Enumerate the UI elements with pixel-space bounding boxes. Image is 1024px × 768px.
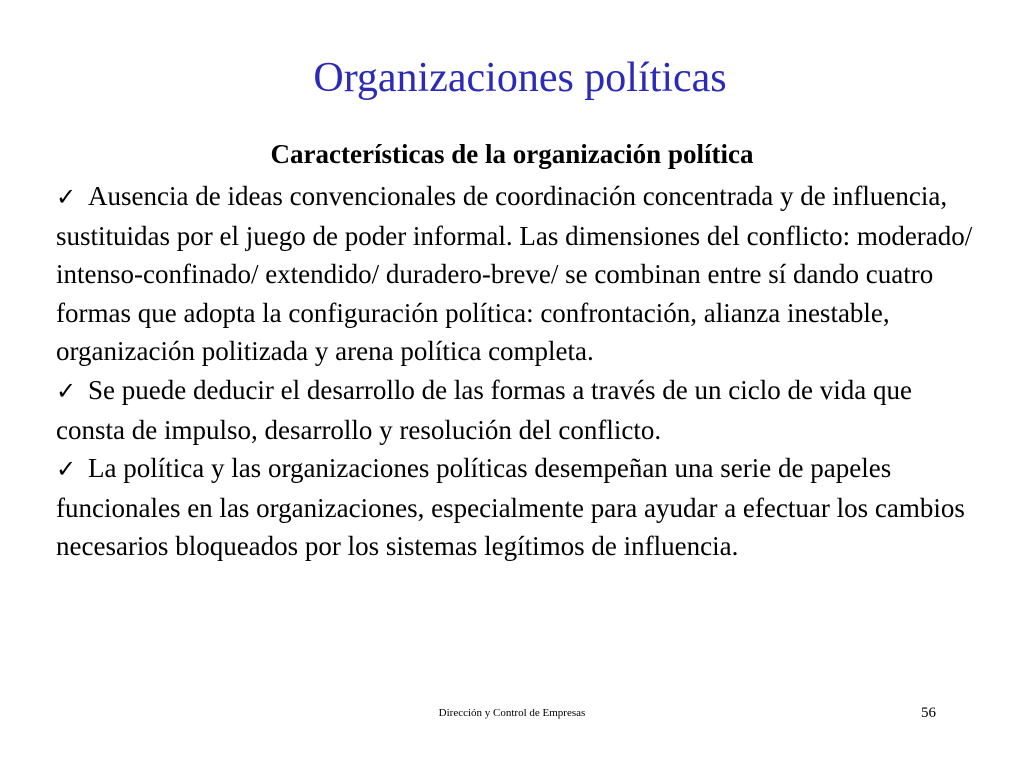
slide-title: Organizaciones políticas bbox=[313, 55, 727, 101]
bullet-item bbox=[56, 371, 986, 449]
bullet-text: Se puede deducir el desarrollo de las formas a través de un ciclo de vida que consta de impulso, desarrollo y resolución del conflicto. bbox=[56, 374, 912, 445]
bullet-text: Ausencia de ideas convencionales de coordinación concentrada y de influencia, sustituidas por el juego de poder informal. Las dimensiones del conflicto: moderado/ intenso-confinado/ extendido/ duradero-breve/ se combinan entre sí dando cuatro formas que adopta la configuración política: confrontación, alianza inestable, organización politizada y arena política completa. bbox=[56, 181, 973, 367]
bullet-list bbox=[56, 177, 986, 566]
bullet-item bbox=[56, 177, 986, 371]
check-icon: ✓ bbox=[56, 376, 77, 405]
bullet-item bbox=[56, 449, 986, 566]
slide-subtitle: Características de la organización política bbox=[270, 139, 754, 169]
check-icon: ✓ bbox=[56, 183, 77, 211]
footer-text: Dirección y Control de Empresas bbox=[438, 707, 586, 719]
bullet-text: La política y las organizaciones políticas desempeñan una serie de papeles funcionales en las organizaciones, especialmente para ayudar a efectuar los cambios necesarios bloqueados por los sistemas legítimos de influencia. bbox=[56, 453, 965, 562]
check-icon: ✓ bbox=[56, 455, 77, 484]
page-number: 56 bbox=[921, 705, 936, 721]
